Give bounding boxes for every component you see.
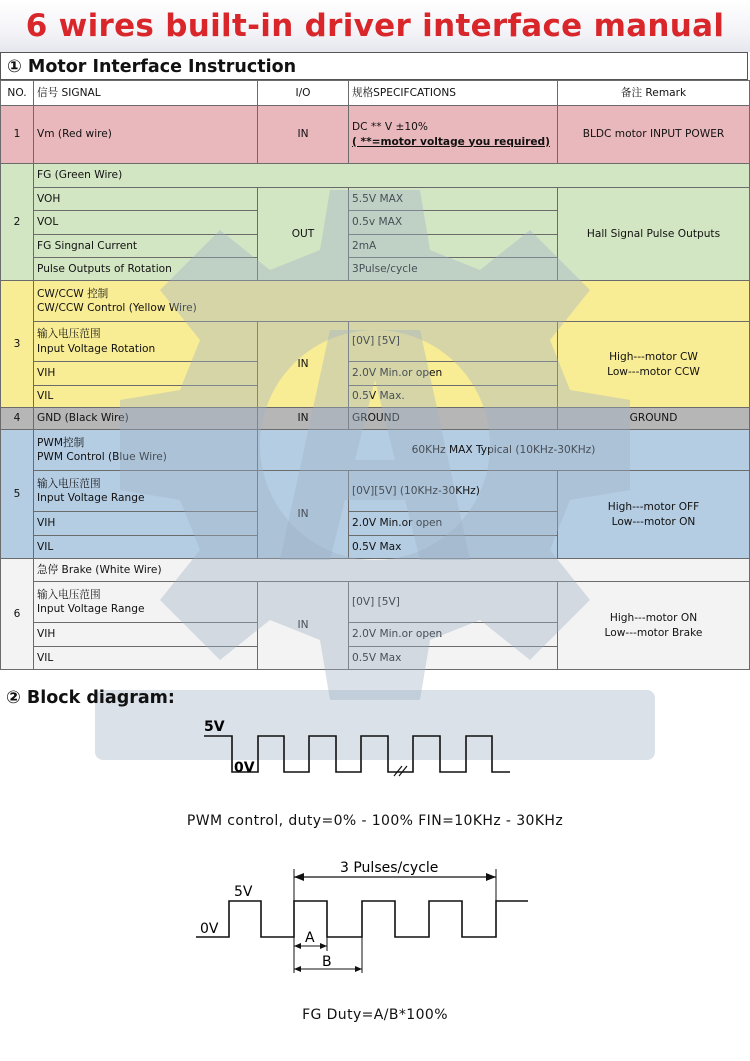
section-block-diagram-title: ② Block diagram: — [6, 688, 175, 708]
spec-cell: 0.5V Max. — [349, 386, 558, 408]
signal-cell: 输入电压范围 Input Voltage Range — [34, 471, 258, 512]
signal-cell: FG Singnal Current — [34, 235, 258, 258]
group-title: FG (Green Wire) — [34, 164, 750, 188]
fg-a-label: A — [305, 930, 315, 946]
pwm-0v-label: 0V — [234, 760, 255, 776]
table-row — [1, 582, 750, 623]
header-spec: 规格SPECIFCATIONS — [349, 81, 558, 106]
header-no: NO. — [1, 81, 34, 106]
fg-signal-line — [196, 901, 528, 937]
table-row — [1, 559, 750, 582]
spec-cell: 0.5V Max — [349, 536, 558, 559]
io-cell: IN — [258, 408, 349, 430]
spec-cell: 2.0V Min.or open — [349, 512, 558, 536]
group-title: 急停 Brake (White Wire) — [34, 559, 750, 582]
page-header — [0, 0, 750, 52]
row-number: 6 — [1, 559, 34, 670]
remark-cell: Hall Signal Pulse Outputs — [558, 188, 750, 281]
fg-caption: FG Duty=A/B*100% — [302, 1007, 448, 1023]
table-row — [1, 471, 750, 512]
spec-cell: 2.0V Min.or open — [349, 362, 558, 386]
table-row — [1, 106, 750, 164]
remark-cell: High---motor CW Low---motor CCW — [558, 322, 750, 408]
spec-cell: [0V] [5V] — [349, 582, 558, 623]
row-number: 1 — [1, 106, 34, 164]
spec-cell: 3Pulse/cycle — [349, 258, 558, 281]
signal-cell: VIL — [34, 536, 258, 559]
group-title: CW/CCW 控制 CW/CCW Control (Yellow Wire) — [34, 281, 750, 322]
io-cell: OUT — [258, 188, 349, 281]
pwm-5v-label: 5V — [204, 719, 225, 735]
header-signal: 信号 SIGNAL — [34, 81, 258, 106]
table-header-row — [1, 81, 750, 106]
fg-b-label: B — [322, 954, 332, 970]
row-number: 2 — [1, 164, 34, 281]
fg-5v-label: 5V — [234, 884, 253, 900]
signal-cell: VIL — [34, 386, 258, 408]
fg-span-label: 3 Pulses/cycle — [340, 860, 439, 876]
page-title: 6 wires built-in driver interface manual — [25, 8, 725, 44]
signal-cell: VIH — [34, 362, 258, 386]
signal-cell: 输入电压范围 Input Voltage Range — [34, 582, 258, 623]
spec-cell: 0.5v MAX — [349, 211, 558, 235]
signal-cell: VIH — [34, 512, 258, 536]
spec-cell: [0V][5V] (10KHz-30KHz) — [349, 471, 558, 512]
pwm-waveform-diagram — [0, 710, 750, 790]
spec-cell: GROUND — [349, 408, 558, 430]
signal-cell: VIH — [34, 623, 258, 647]
io-cell: IN — [258, 471, 349, 559]
group-spec: 60KHz MAX Typical (10KHz-30KHz) — [258, 430, 750, 471]
header-io: I/O — [258, 81, 349, 106]
spec-cell: [0V] [5V] — [349, 322, 558, 362]
io-cell: IN — [258, 106, 349, 164]
remark-cell: High---motor ON Low---motor Brake — [558, 582, 750, 670]
header-remark: 备注 Remark — [558, 81, 750, 106]
group-title: PWM控制 PWM Control (Blue Wire) — [34, 430, 258, 471]
io-cell: IN — [258, 582, 349, 670]
signal-cell: Pulse Outputs of Rotation — [34, 258, 258, 281]
pwm-caption: PWM control, duty=0% - 100% FIN=10KHz - 30KHz — [186, 813, 564, 829]
spec-cell — [349, 106, 558, 164]
remark-cell: GROUND — [558, 408, 750, 430]
signal-cell: VOH — [34, 188, 258, 211]
signal-cell: VOL — [34, 211, 258, 235]
remark-cell: BLDC motor INPUT POWER — [558, 106, 750, 164]
row-number: 3 — [1, 281, 34, 408]
table-row — [1, 164, 750, 188]
interface-spec-table — [0, 80, 750, 670]
table-row — [1, 281, 750, 322]
remark-cell: High---motor OFF Low---motor ON — [558, 471, 750, 559]
table-row — [1, 322, 750, 362]
spec-line: DC ** V ±10% — [352, 121, 428, 134]
spec-cell: 0.5V Max — [349, 647, 558, 670]
break-mark-icon — [394, 766, 407, 776]
signal-cell: 输入电压范围 Input Voltage Rotation — [34, 322, 258, 362]
table-row — [1, 408, 750, 430]
fg-0v-label: 0V — [200, 921, 219, 937]
row-number: 5 — [1, 430, 34, 559]
row-number: 4 — [1, 408, 34, 430]
spec-cell: 5.5V MAX — [349, 188, 558, 211]
spec-cell: 2.0V Min.or open — [349, 623, 558, 647]
spec-cell: 2mA — [349, 235, 558, 258]
table-row — [1, 430, 750, 471]
spec-note: ( **=motor voltage you required) — [352, 135, 550, 148]
table-row — [1, 188, 750, 211]
io-cell: IN — [258, 322, 349, 408]
signal-cell: VIL — [34, 647, 258, 670]
fg-waveform-diagram — [0, 855, 750, 980]
signal-cell: Vm (Red wire) — [34, 106, 258, 164]
signal-cell: GND (Black Wire) — [34, 408, 258, 430]
section-motor-interface-title: ① Motor Interface Instruction — [0, 52, 748, 80]
